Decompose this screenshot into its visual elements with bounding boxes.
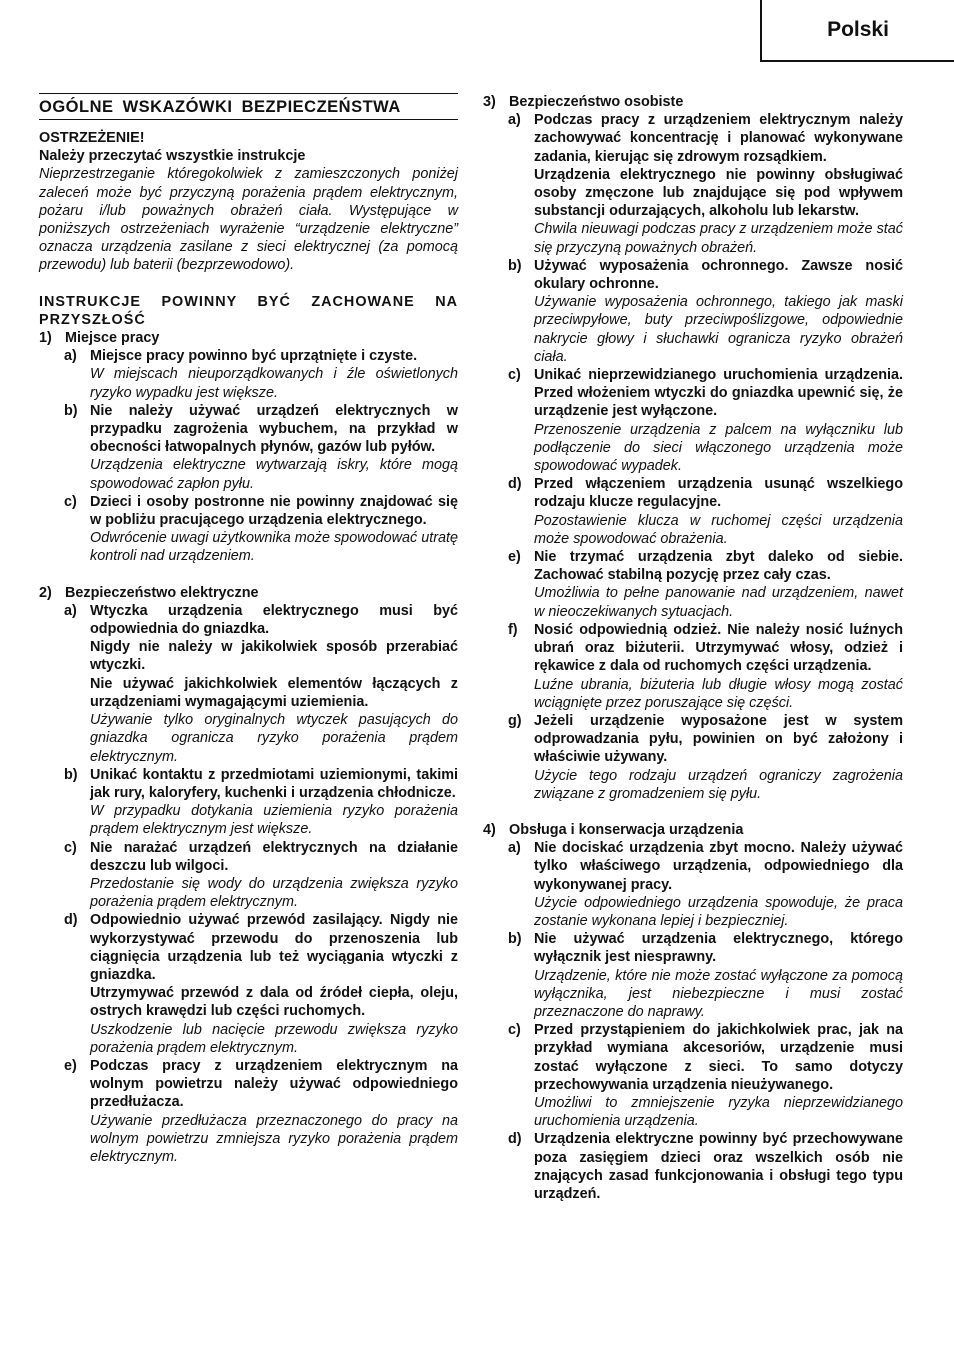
item-body: [534, 1130, 903, 1203]
item-body: [90, 766, 458, 839]
list-item: [483, 111, 903, 257]
item-body: [90, 402, 458, 493]
item-body: [534, 621, 903, 712]
list-item: [483, 839, 903, 930]
section-1-items: [39, 347, 458, 565]
item-letter: c): [508, 367, 521, 384]
item-instruction: Nosić odpowiednią odzież. Nie należy nosić luźnych ubrań oraz biżuterii. Utrzymywać włosy, odzież i rękawice z dala od ruchomych części urządzenia.: [534, 621, 903, 675]
item-explanation: W przypadku dotykania uziemienia ryzyko porażenia prądem elektrycznym jest większe.: [90, 803, 458, 838]
list-item: [483, 930, 903, 1021]
item-instruction: Urządzenia elektryczne powinny być przechowywane poza zasięgiem dzieci oraz wszelkich osób nie znających zasad funkcjonowania i obsługi tego typu urządzeń.: [534, 1131, 903, 1202]
item-body: [534, 366, 903, 475]
item-instruction: Dzieci i osoby postronne nie powinny znajdować się w pobliżu pracującego urządzenia elektrycznego.: [90, 493, 458, 529]
item-letter: b): [64, 402, 78, 419]
left-column: [39, 93, 458, 1166]
item-instruction: Używać wyposażenia ochronnego. Zawsze nosić okulary ochronne.: [534, 257, 903, 293]
item-explanation: Użycie tego rodzaju urządzeń ograniczy zagrożenia związane z gromadzeniem się pyłu.: [534, 767, 903, 802]
item-letter: g): [508, 712, 522, 729]
list-item: [39, 1057, 458, 1166]
item-instruction: Unikać nieprzewidzianego uruchomienia urządzenia. Przed włożeniem wtyczki do gniazdka upewnić się, że urządzenie jest wyłączone.: [534, 367, 903, 420]
item-instruction: Urządzenia elektrycznego nie powinny obsługiwać osoby zmęczone lub znajdujące się pod wpływem substancji odurzających, alkoholu lub lekarstw.: [534, 166, 903, 220]
item-instruction: Nie należy używać urządzeń elektrycznych w przypadku zagrożenia wybuchem, na przykład w obecności łatwopalnych płynów, gazów lub pyłów.: [90, 402, 458, 456]
item-instruction: Nie używać urządzenia elektrycznego, którego wyłącznik jest niesprawny.: [534, 931, 903, 966]
section-3-title: 3) Bezpieczeństwo osobiste: [483, 94, 684, 110]
item-explanation: Chwila nieuwagi podczas pracy z urządzeniem może stać się przyczyną poważnych obrażeń.: [534, 221, 903, 256]
item-explanation: Używanie tylko oryginalnych wtyczek pasujących do gniazdka ogranicza ryzyko porażenia prądem elektrycznym.: [90, 712, 458, 765]
list-item: [483, 712, 903, 803]
item-letter: a): [64, 348, 77, 365]
warning-label: OSTRZEŻENIE!: [39, 130, 145, 146]
item-body: [534, 930, 903, 1021]
item-explanation: Przenoszenie urządzenia z palcem na wyłączniku lub podłączenie do sieci włączonego urządzenia może spowodować wypadek.: [534, 421, 903, 475]
list-item: [483, 475, 903, 548]
list-item: [483, 1021, 903, 1130]
item-body: [90, 347, 458, 402]
item-instruction: Podczas pracy z urządzeniem elektrycznym należy zachowywać koncentrację i planować wykonywane zadania, kierując się zdrowym rozsądkiem.: [534, 112, 903, 165]
list-item: [39, 839, 458, 912]
item-body: [90, 493, 458, 566]
section-heading: OGÓLNE WSKAZÓWKI BEZPIECZEŃSTWA: [39, 93, 458, 120]
item-explanation: Umożliwi to zmniejszenie ryzyka nieprzewidzianego uruchomienia urządzenia.: [534, 1094, 903, 1130]
item-instruction: Odpowiednio używać przewód zasilający. Nigdy nie wykorzystywać przewodu do przenoszenia lub ciągnięcia urządzenia lub też wyciągania wtyczki z gniazdka.: [90, 912, 458, 983]
item-letter: a): [64, 602, 77, 619]
item-instruction: Przed włączeniem urządzenia usunąć wszelkiego rodzaju klucze regulacyjne.: [534, 476, 903, 511]
item-letter: c): [64, 493, 77, 510]
item-body: [90, 602, 458, 766]
section-3-items: [483, 111, 903, 803]
section-1-title: 1) Miejsce pracy: [39, 330, 160, 347]
item-letter: b): [508, 257, 522, 274]
list-item: [483, 1130, 903, 1203]
item-explanation: Umożliwia to pełne panowanie nad urządzeniem, nawet w nieoczekiwanych sytuacjach.: [534, 585, 903, 620]
item-explanation: Używanie wyposażenia ochronnego, takiego jak maski przeciwpyłowe, buty przeciwpoślizgowe, odpowiednie nakrycie głowy i słuchawki ogranicza ryzyko obrażeń ciała.: [534, 294, 903, 365]
item-explanation: Użycie odpowiedniego urządzenia spowoduje, że praca zostanie wykonana lepiej i bezpieczniej.: [534, 894, 903, 929]
item-body: [90, 911, 458, 1057]
item-letter: a): [508, 112, 521, 129]
section-2-items: [39, 602, 458, 1166]
item-explanation: Odwrócenie uwagi użytkownika może spowodować utratę kontroli nad urządzeniem.: [90, 530, 458, 565]
item-letter: d): [64, 912, 78, 929]
list-item: [39, 347, 458, 402]
item-instruction: Nie używać jakichkolwiek elementów łączących z urządzeniami wymagającymi uziemienia.: [90, 675, 458, 710]
item-body: [90, 1057, 458, 1166]
item-explanation: Pozostawienie klucza w ruchomej części urządzenia może spowodować obrażenia.: [534, 512, 903, 547]
item-letter: c): [508, 1022, 521, 1039]
read-all-label: Należy przeczytać wszystkie instrukcje: [39, 148, 306, 165]
item-instruction: Podczas pracy z urządzeniem elektrycznym na wolnym powietrzu należy używać odpowiedniego przedłużacza.: [90, 1057, 458, 1111]
item-letter: d): [508, 1131, 522, 1148]
item-instruction: Nie trzymać urządzenia zbyt daleko od siebie. Zachować stabilną pozycję przez cały czas.: [534, 549, 903, 584]
item-body: [534, 712, 903, 803]
item-letter: b): [508, 931, 522, 948]
item-instruction: Wtyczka urządzenia elektrycznego musi być odpowiednia do gniazdka.: [90, 602, 458, 638]
list-item: [39, 602, 458, 766]
item-letter: e): [508, 549, 521, 566]
list-item: [483, 257, 903, 366]
item-letter: d): [508, 476, 522, 493]
section-2-title: 2) Bezpieczeństwo elektryczne: [39, 584, 259, 601]
item-instruction: Nie narażać urządzeń elektrycznych na działanie deszczu lub wilgoci.: [90, 839, 458, 874]
item-body: [90, 839, 458, 912]
item-instruction: Unikać kontaktu z przedmiotami uziemionymi, takimi jak rury, kaloryfery, kuchenki i urządzenia chłodnicze.: [90, 766, 458, 801]
item-instruction: Utrzymywać przewód z dala od źródeł ciepła, oleju, ostrych krawędzi lub części ruchomych.: [90, 985, 458, 1020]
list-item: [39, 911, 458, 1057]
item-body: [534, 548, 903, 621]
item-body: [534, 111, 903, 257]
item-letter: f): [508, 621, 518, 638]
item-instruction: Nie dociskać urządzenia zbyt mocno. Należy używać tylko właściwego urządzenia, odpowiedniego dla wykonywanej pracy.: [534, 840, 903, 893]
item-explanation: Luźne ubrania, biżuteria lub długie włosy mogą zostać wciągnięte przez poruszające się części.: [534, 676, 903, 711]
item-letter: b): [64, 766, 78, 783]
intro-paragraph: Nieprzestrzeganie któregokolwiek z zamieszczonych poniżej zaleceń może być przyczyną porażenia prądem elektrycznym, pożaru i/lub poważnych obrażeń ciała. Występujące w poniższych ostrzeżeniach wyrażenie “urządzenie elektryczne” oznacza urządzenia zasilane z sieci elektrycznej (za pomocą przewodu) lub baterii (bezprzewodowo).: [39, 166, 458, 274]
list-item: [483, 548, 903, 621]
item-letter: e): [64, 1057, 77, 1074]
language-tab: Polski: [760, 0, 954, 62]
section-4-title: 4) Obsługa i konserwacja urządzenia: [483, 821, 744, 838]
item-body: [534, 475, 903, 548]
item-body: [534, 257, 903, 366]
item-explanation: Przedostanie się wody do urządzenia zwiększa ryzyko porażenia prądem elektrycznym.: [90, 875, 458, 911]
list-item: [483, 366, 903, 475]
item-instruction: Jeżeli urządzenie wyposażone jest w system odprowadzania pyłu, powinien on być założony i właściwie używany.: [534, 712, 903, 766]
item-explanation: Uszkodzenie lub nacięcie przewodu zwiększa ryzyko porażenia prądem elektrycznym.: [90, 1021, 458, 1056]
item-explanation: Urządzenia elektryczne wytwarzają iskry, które mogą spowodować zapłon pyłu.: [90, 457, 458, 492]
item-instruction: Przed przystąpieniem do jakichkolwiek prac, jak na przykład wymiana akcesoriów, urządzenie musi zostać wyłączone z sieci. To samo dotyczy przechowywania urządzenia nieużywanego.: [534, 1022, 903, 1093]
keep-instructions: INSTRUKCJE POWINNY BYĆ ZACHOWANE NA PRZYSZŁOŚĆ: [39, 293, 458, 328]
item-body: [534, 839, 903, 930]
item-body: [534, 1021, 903, 1130]
item-explanation: Urządzenie, które nie może zostać wyłączone za pomocą wyłącznika, jest niebezpieczne i musi zostać przeznaczone do naprawy.: [534, 967, 903, 1020]
list-item: [483, 621, 903, 712]
item-instruction: Nigdy nie należy w jakikolwiek sposób przerabiać wtyczki.: [90, 639, 458, 674]
item-instruction: Miejsce pracy powinno być uprzątnięte i czyste.: [90, 348, 418, 365]
list-item: [39, 493, 458, 566]
item-explanation: W miejscach nieuporządkowanych i źle oświetlonych ryzyko wypadku jest większe.: [90, 366, 458, 401]
item-letter: a): [508, 840, 521, 857]
list-item: [39, 766, 458, 839]
right-column: [483, 93, 903, 1203]
list-item: [39, 402, 458, 493]
section-4-items: [483, 839, 903, 1203]
item-letter: c): [64, 839, 77, 856]
item-explanation: Używanie przedłużacza przeznaczonego do pracy na wolnym powietrzu zmniejsza ryzyko porażenia prądem elektrycznym.: [90, 1112, 458, 1165]
